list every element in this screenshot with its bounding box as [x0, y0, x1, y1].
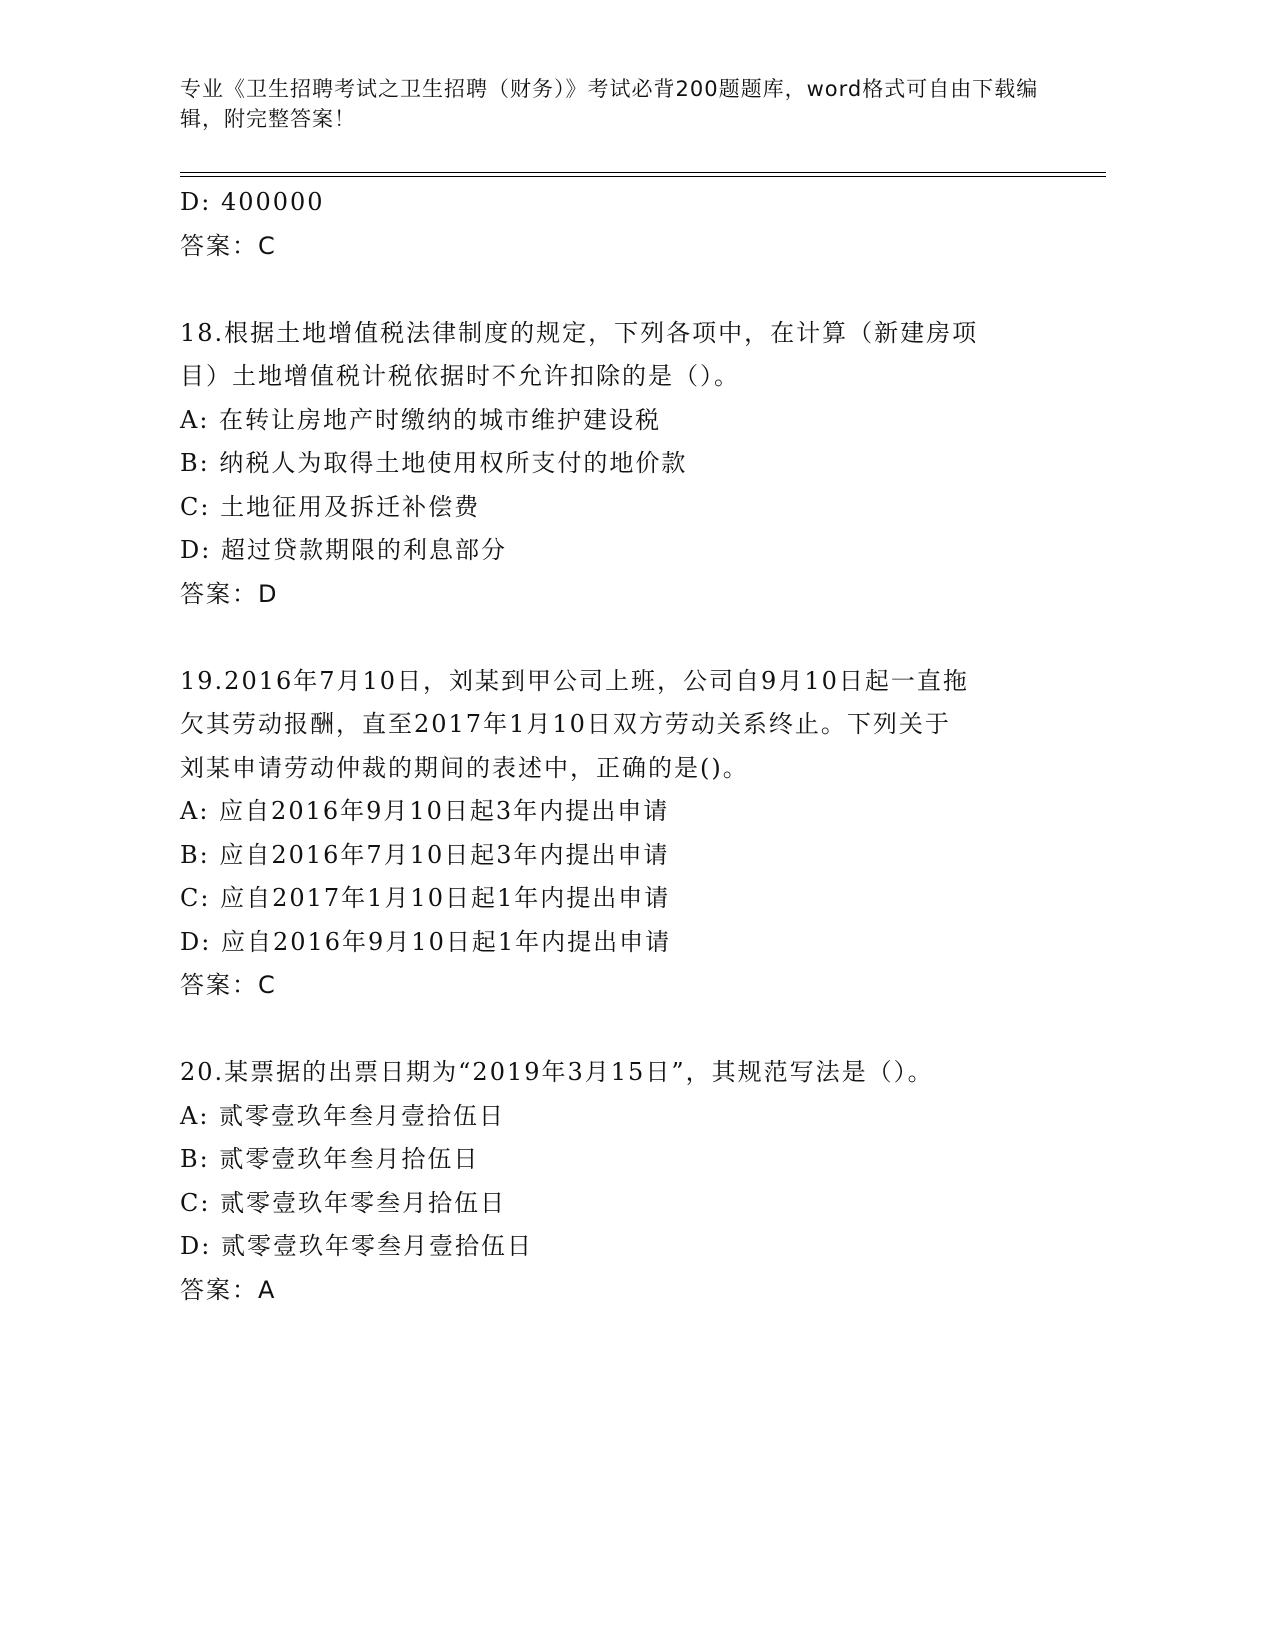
question-19	[180, 660, 1080, 1008]
question-stem: 目）土地增值税计税依据时不允许扣除的是（）。	[180, 362, 740, 390]
option-c: C: 贰零壹玖年零叁月拾伍日	[180, 1188, 507, 1217]
spacer	[180, 268, 1080, 312]
spacer	[180, 616, 1080, 660]
spacer	[180, 1008, 1080, 1052]
option-c: C: 应自2017年1月10日起1年内提出申请	[180, 884, 671, 912]
option-b: B: 应自2016年7月10日起3年内提出申请	[180, 840, 670, 869]
option-d: D: 应自2016年9月10日起1年内提出申请	[180, 927, 672, 956]
question-18	[180, 312, 1080, 617]
prev-option-d: D: 400000	[180, 188, 325, 216]
question-stem: 欠其劳动报酬，直至2017年1月10日双方劳动关系终止。下列关于	[180, 710, 951, 738]
question-content	[180, 181, 1080, 1312]
answer: 答案：A	[180, 1275, 277, 1304]
question-stem: 19.2016年7月10日，刘某到甲公司上班，公司自9月10日起一直拖	[180, 666, 969, 695]
question-stem: 20.某票据的出票日期为“2019年3月15日”，其规范写法是（）。	[180, 1058, 934, 1086]
option-d: D: 超过贷款期限的利息部分	[180, 536, 507, 564]
header-divider-bottom	[180, 176, 1106, 177]
header-divider-top	[180, 172, 1106, 173]
question-20	[180, 1051, 1080, 1312]
option-a: A: 应自2016年9月10日起3年内提出申请	[180, 797, 670, 825]
option-a: A: 在转让房地产时缴纳的城市维护建设税	[180, 405, 662, 434]
answer: 答案：D	[180, 579, 279, 608]
document-header: 专业《卫生招聘考试之卫生招聘（财务）》考试必背200题题库，word格式可自由下载编辑，附完整答案！	[180, 77, 1039, 131]
answer: 答案：C	[180, 971, 277, 999]
prev-answer: 答案：C	[180, 231, 277, 260]
option-b: B: 纳税人为取得土地使用权所支付的地价款	[180, 449, 688, 477]
question-stem: 18.根据土地增值税法律制度的规定，下列各项中，在计算（新建房项	[180, 318, 979, 347]
option-c: C: 土地征用及拆迁补偿费	[180, 492, 481, 521]
option-b: B: 贰零壹玖年叁月拾伍日	[180, 1145, 480, 1173]
question-stem: 刘某申请劳动仲裁的期间的表述中，正确的是()。	[180, 753, 749, 782]
option-a: A: 贰零壹玖年叁月壹拾伍日	[180, 1101, 506, 1130]
option-d: D: 贰零壹玖年零叁月壹拾伍日	[180, 1232, 533, 1260]
